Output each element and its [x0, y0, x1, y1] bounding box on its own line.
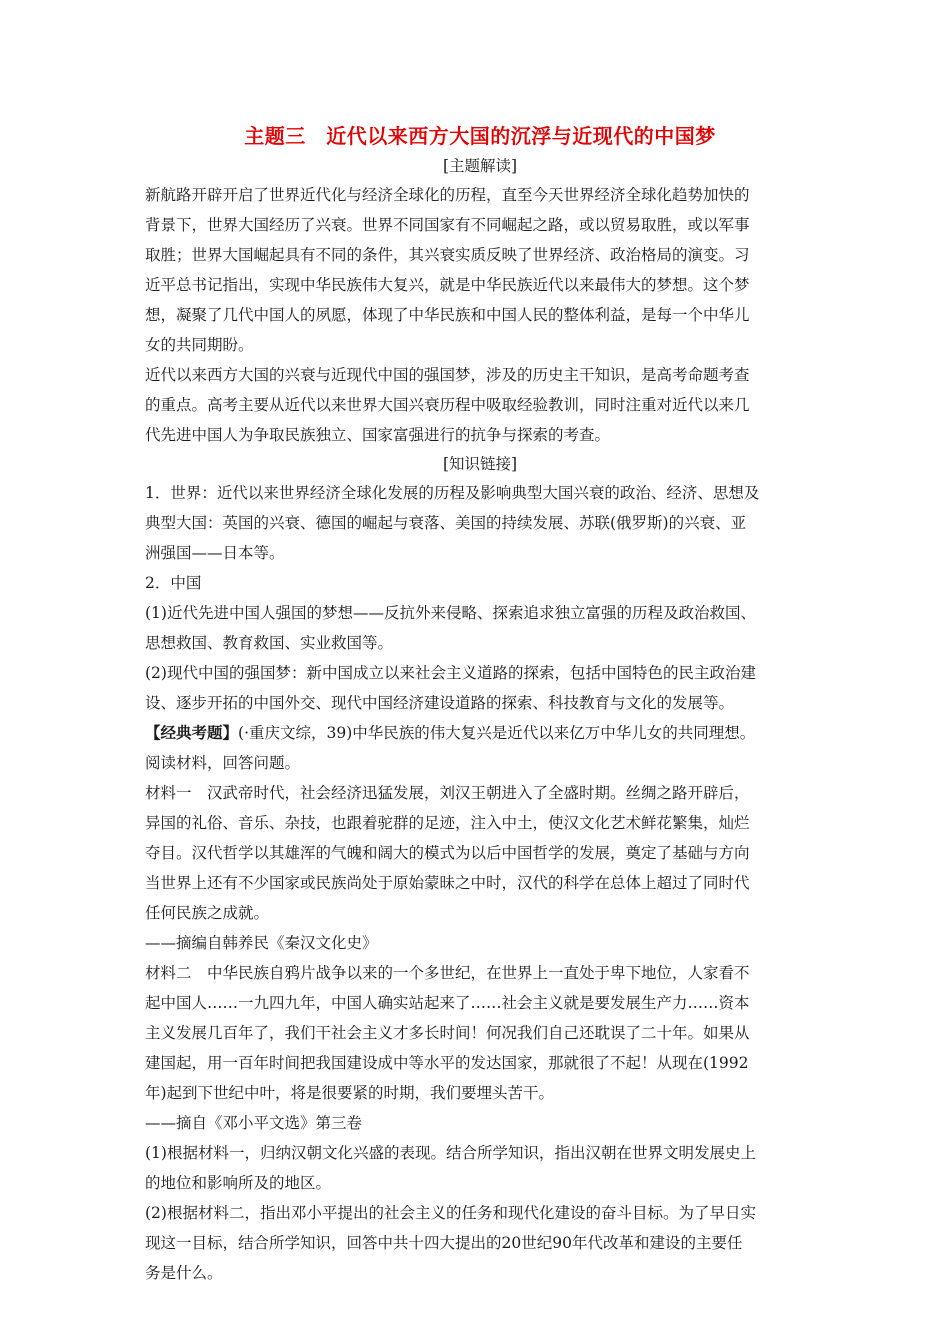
text-line: 典型大国：英国的兴衰、德国的崛起与衰落、美国的持续发展、苏联(俄罗斯)的兴衰、亚	[145, 514, 747, 532]
knowledge-item-china	[145, 568, 815, 598]
text-line: 洲强国——日本等。	[145, 544, 285, 562]
text-line: 新航路开辟开启了世界近代化与经济全球化的历程，直至今天世界经济全球化趋势加快的	[145, 186, 750, 204]
knowledge-item-china-contemporary	[145, 658, 815, 718]
knowledge-item-world	[145, 478, 815, 568]
knowledge-item-china-modern	[145, 598, 815, 658]
section-heading-knowledge-links: [知识链接]	[442, 455, 518, 473]
exam-intro-text: (·重庆文综，39)中华民族的伟大复兴是近代以来亿万中华儿女的共同理想。	[238, 724, 756, 742]
text-line: 务是什么。	[145, 1264, 223, 1282]
theme-reading-paragraph-1	[145, 180, 815, 360]
text-line: 想，凝聚了几代中国人的夙愿，体现了中华民族和中国人民的整体利益，是每一个中华儿	[145, 306, 750, 324]
text-line: 1．世界：近代以来世界经济全球化发展的历程及影响典型大国兴衰的政治、经济、思想及	[145, 484, 760, 502]
question-one	[145, 1138, 815, 1198]
text-line: 阅读材料，回答问题。	[145, 754, 301, 772]
text-line: 建国起，用一百年时间把我国建设成中等水平的发达国家，那就很了不起！从现在(1992	[145, 1054, 749, 1072]
question-two	[145, 1198, 815, 1288]
material-two	[145, 958, 815, 1138]
exam-intro	[145, 718, 815, 778]
section-heading-theme-reading: [主题解读]	[442, 157, 518, 175]
text-line: 代先进中国人为争取民族独立、国家富强进行的抗争与探索的考查。	[145, 426, 611, 444]
document-page	[145, 120, 815, 1288]
text-line: (1)近代先进中国人强国的梦想——反抗外来侵略、探索追求独立富强的历程及政治救国、	[145, 604, 756, 622]
text-line: 背景下，世界大国经历了兴衰。世界不同国家有不同崛起之路，或以贸易取胜，或以军事	[145, 216, 750, 234]
exam-label: 【经典考题】	[145, 723, 239, 742]
text-line: 思想救国、教育救国、实业救国等。	[145, 634, 394, 652]
text-line: 夺目。汉代哲学以其雄浑的气魄和阔大的模式为以后中国哲学的发展，奠定了基础与方向	[145, 844, 750, 862]
material-one-source: ——摘编自韩养民《秦汉文化史》	[145, 934, 378, 952]
page-title: 主题三 近代以来西方大国的沉浮与近现代的中国梦	[244, 124, 716, 148]
theme-reading-paragraph-2	[145, 360, 815, 450]
text-line: 取胜；世界大国崛起具有不同的条件，其兴衰实质反映了世界经济、政治格局的演变。习	[145, 246, 750, 264]
text-line: 的地位和影响所及的地区。	[145, 1174, 332, 1192]
text-line: 近平总书记指出，实现中华民族伟大复兴，就是中华民族近代以来最伟大的梦想。这个梦	[145, 276, 750, 294]
text-line: 女的共同期盼。	[145, 336, 254, 354]
text-line: 2．中国	[145, 574, 202, 592]
text-line: (2)现代中国的强国梦：新中国成立以来社会主义道路的探索，包括中国特色的民主政治建	[145, 664, 756, 682]
text-line: 材料一 汉武帝时代，社会经济迅猛发展，刘汉王朝进入了全盛时期。丝绸之路开辟后，	[145, 784, 750, 802]
text-line: 现这一目标，结合所学知识，回答中共十四大提出的20世纪90年代改革和建设的主要任	[145, 1234, 743, 1252]
text-line: 材料二 中华民族自鸦片战争以来的一个多世纪，在世界上一直处于卑下地位，人家看不	[145, 964, 750, 982]
text-line: 设、逐步开拓的中国外交、现代中国经济建设道路的探索、科技教育与文化的发展等。	[145, 694, 735, 712]
text-line: 起中国人……一九四九年，中国人确实站起来了……社会主义就是要发展生产力……资本	[145, 994, 750, 1012]
text-line: 的重点。高考主要从近代以来世界大国兴衰历程中吸取经验教训，同时注重对近代以来几	[145, 396, 750, 414]
text-line: 异国的礼俗、音乐、杂技，也跟着驼群的足迹，注入中土，使汉文化艺术鲜花繁集，灿烂	[145, 814, 750, 832]
text-line: (2)根据材料二，指出邓小平提出的社会主义的任务和现代化建设的奋斗目标。为了早日实	[145, 1204, 756, 1222]
text-line: (1)根据材料一，归纳汉朝文化兴盛的表现。结合所学知识，指出汉朝在世界文明发展史上	[145, 1144, 756, 1162]
text-line: 近代以来西方大国的兴衰与近现代中国的强国梦，涉及的历史主干知识，是高考命题考查	[145, 366, 750, 384]
text-line: 当世界上还有不少国家或民族尚处于原始蒙昧之中时，汉代的科学在总体上超过了同时代	[145, 874, 750, 892]
text-line: 任何民族之成就。	[145, 904, 270, 922]
material-one	[145, 778, 815, 958]
text-line: 主义发展几百年了，我们干社会主义才多长时间！何况我们自己还耽误了二十年。如果从	[145, 1024, 750, 1042]
text-line	[145, 718, 815, 748]
text-line: 年)起到下世纪中叶，将是很要紧的时期，我们要埋头苦干。	[145, 1084, 555, 1102]
material-two-source: ——摘自《邓小平文选》第三卷	[145, 1114, 363, 1132]
